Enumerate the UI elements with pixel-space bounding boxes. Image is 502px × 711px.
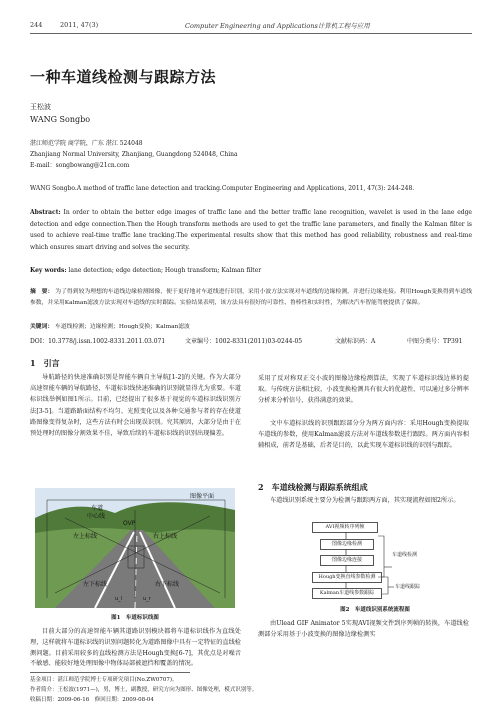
article-no: 文章编号：1002-8331(2011)03-0244-05 [185,338,303,345]
fig1-label-rl: 右下标线 [155,581,180,588]
author-email: E-mail：songbowang@21cn.com [30,162,130,169]
fig1-label-ovp: OVP [123,520,136,527]
abstract-cn-text: 为了得到较为理想的车道线边缘检测图像，便于更好地对车道线进行识别，采用小波方法实现对车道线的边缘检测，并进行边缘连接。利用Hough变换得到车道线参数，并采用Kalman滤波方法实现对车道线的实时跟踪。实验结果表明，该方法具有很好的可靠性、鲁棒性和实时性，为解决汽车智能驾驶提供了保障。 [30,289,472,306]
abstract-cn-label: 摘 要： [30,289,54,295]
fig1-label-lr: 左上标线 [73,533,98,540]
affiliation-en: Zhanjiang Normal University, Zhanjiang, Guangdong 524048, China [30,151,238,158]
figure1-road-image [35,488,235,608]
section2-heading: 2 车道线检测与跟踪系统组成 [258,482,368,492]
clc-code: 中图分类号：TP391 [407,338,463,345]
flow-box-kalman: Kalman车道线参数跟踪 [312,588,382,599]
author-cn: 王松波 [30,103,51,111]
flow-group-detect: 车道线检测 [392,552,418,558]
flow-box-edge-detect: 图像边缘检测 [320,539,374,550]
keywords-cn [30,322,472,334]
abstract-en [30,207,472,253]
fig1-label-center: 中心线 [87,513,106,520]
page-number: 244 [30,21,43,29]
keywords-en [30,265,472,277]
right-para1: 采用了反对称双正交小波的图像边缘检测算法，实现了车道标识线边界的提取。与传统方法相比较，小波变换检测具有很大的优越性，可以通过多分辨率分析来分析信号，获得满意的效果。 [258,375,469,405]
abstract-en-label: Abstract: [30,209,61,216]
doi: DOI：10.3778/j.issn.1002-8331.2011.03.071 [30,338,166,345]
right-para2: 文中车道标识线的识别跟踪部分分为两方面内容：采用Hough变换提取车道线的参数，使用Kalman滤波方法对车道线参数进行跟踪。两方面内容相辅相成，前者是基础，后者是目的，以此实现车道标识线的识别与跟踪。 [258,420,469,450]
fig1-label-lane: 车道 [91,505,104,512]
keywords-en-text: lane detection; edge detection; Hough transform; Kalman filter [68,267,262,274]
citation: WANG Songbo.A method of traffic lane detection and tracking.Computer Engineering and Applications, 2011, 47(3): 244-248. [30,185,415,192]
journal-title: Computer Engineering and Applications计算机工程与应用 [185,22,370,30]
keywords-cn-label: 关键词： [30,324,54,330]
fig1-label-ur: u_r [143,596,151,602]
right-para3: 车道线识别系统主要分为检测与跟踪两方面，其实现流程如图2所示。 [270,497,460,504]
fig1-label-plane: 图像平面 [190,493,215,500]
footnote-rule [30,672,190,673]
journal-issue: 2011, 47(3) [60,21,99,29]
flow-box-hough: Hough变换直线参数检测 [312,572,382,583]
fig1-label-ul: u_l [115,596,123,602]
section1-heading: 1 引言 [30,358,60,368]
footnote-author: 作者简介：王松波(1971—)，男，博士，副教授，研究方向为图形、图像处理，模式识别等。 [30,687,258,693]
abstract-en-text: In order to obtain the better edge images of traffic lane and the better traffic lane recognition, wavelet is used in the lane edge detection and edge connection.Then the Hough transform methods are used to get the traffic lane parameters, and finally the Kalman filter is used to achieve real-time traffic lane tracking.The experimental results show that this method has good reliability, robustness and real-time which ensures smart driving and solves the security. [30,209,472,251]
figure1-caption: 图1 车道标识线图 [111,615,159,621]
footnote-dates: 收稿日期：2009-06-16 修回日期：2009-08-04 [30,697,154,703]
keywords-en-label: Key words: [30,267,67,274]
fig1-label-rr: 右上标线 [153,533,178,540]
section1-para2: 目前大部分的高速智能车辆其道路识别模块都将车道标识线作为直线处理，这样就将车道标识线的识别问题转化为道路图像中具有一定特征的直线检测问题。目前采用较多的直线检测方法是Hough变换[6-7]，其优点是对噪音不敏感、能较好地处理图像中物体局部被遮挡和覆盖的情况。 [30,628,241,668]
flow-box-edge-connect: 图像边缘连接 [320,555,374,566]
doc-code: 文献标识码：A [335,338,376,345]
affiliation-cn: 湛江师范学院 商学院，广东 湛江 524048 [30,140,143,147]
flow-box-avi: AVI视频转序列帧 [312,522,378,533]
section1-para1: 导航路径的快速准确识别是智能车辆自主导航[1-2]的关键。作为大部分高速智能车辆的导航路径，车道标识线快速准确的识别就显得尤为重要。车道标识线举例如图1所示。目前，已经提出了很多基于视觉的车道标识线识别方法[3-5]。当道路路面结构不均匀、光照变化以及各种交通参与者的存在使道路图像变得复杂时，这些方法有时会出现误识别。究其原因，大部分是由于在预处理时的图像分割效果不佳，导致后续的车道标识线的识别出现偏差。 [30,374,241,438]
fig1-label-ll: 左下标线 [83,581,108,588]
author-en: WANG Songbo [30,115,91,124]
paper-title: 一种车道线检测与跟踪方法 [30,68,217,86]
header-rule [30,33,472,34]
flow-group-track: 车道线跟踪 [395,584,421,590]
footnote-fund: 基金项目：湛江师范学院博士专项研究项目(No.ZW0707)。 [30,677,178,683]
abstract-cn [30,287,472,309]
figure2-caption: 图2 车道线识别系统流程图 [340,607,410,613]
figure1-svg [35,488,235,608]
keywords-cn-text: 车道线检测；边缘检测；Hough变换；Kalman滤波 [55,324,190,330]
right-para4: 由Ulead GIF Animator 5实现AVI视频文件到序列帧的转换，车道线检测部分采用基于小波变换的图像边缘检测实 [258,620,469,638]
